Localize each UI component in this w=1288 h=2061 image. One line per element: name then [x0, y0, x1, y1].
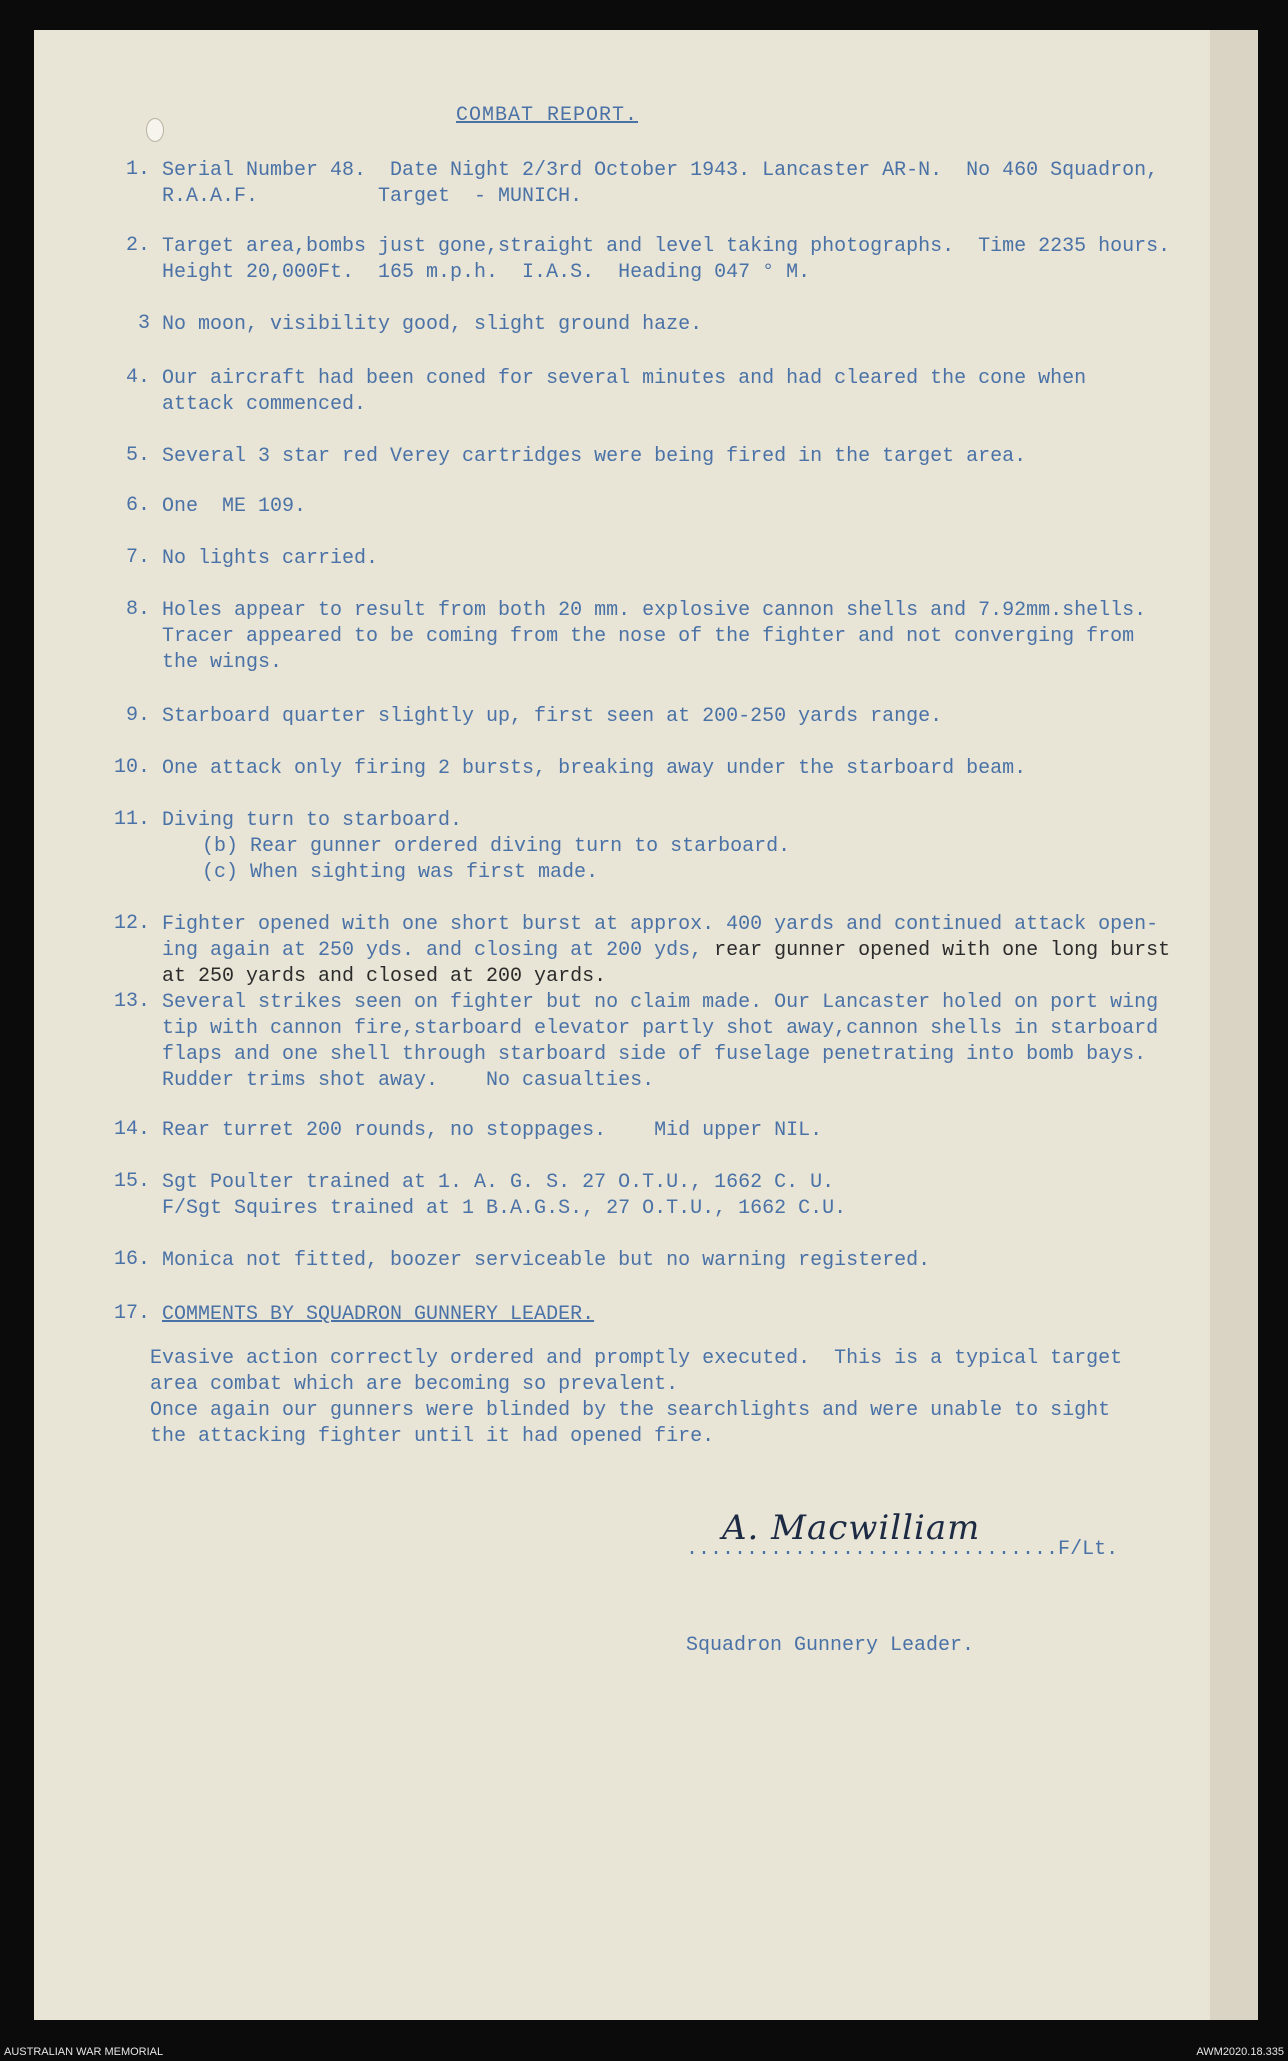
- comment-line: area combat which are becoming so prevalent.: [150, 1373, 679, 1396]
- item-line: the wings.: [162, 651, 283, 674]
- signatory-title: Squadron Gunnery Leader.: [686, 1634, 975, 1657]
- item-line: flaps and one shell through starboard side of fuselage penetrating into bomb bays.: [162, 1043, 1147, 1066]
- signature-block: [686, 1508, 1119, 1561]
- item-line: No moon, visibility good, slight ground haze.: [162, 313, 703, 336]
- item-line: Serial Number 48. Date Night 2/3rd October 1943. Lancaster AR-N. No 460 Squadron,: [162, 159, 1159, 182]
- item-number: 10.: [113, 756, 150, 779]
- report-item: [100, 704, 1220, 730]
- comments-heading: COMMENTS BY SQUADRON GUNNERY LEADER.: [162, 1303, 595, 1326]
- item-line: tip with cannon fire,starboard elevator partly shot away,cannon shells in starboard: [162, 1017, 1159, 1040]
- item-number: 6.: [125, 494, 150, 517]
- item-line: Several strikes seen on fighter but no claim made. Our Lancaster holed on port wing: [162, 991, 1159, 1014]
- item-number: 2.: [125, 234, 150, 257]
- punch-hole: [146, 118, 164, 142]
- item-number: 9.: [125, 704, 150, 727]
- item-line: Starboard quarter slightly up, first seen at 200-250 yards range.: [162, 705, 943, 728]
- item-number: 14.: [113, 1118, 150, 1141]
- item-number: 7.: [125, 546, 150, 569]
- item-number: 3: [137, 312, 150, 335]
- item-line: One attack only firing 2 bursts, breaking away under the starboard beam.: [162, 757, 1027, 780]
- archive-credit: AUSTRALIAN WAR MEMORIAL: [4, 2046, 164, 2058]
- signature-line: ...............................F/Lt.: [686, 1538, 1119, 1561]
- report-item: [100, 546, 1220, 572]
- item-number: 5.: [125, 444, 150, 467]
- item-number: 11.: [113, 808, 150, 831]
- report-item: [100, 1302, 1220, 1328]
- item-line: attack commenced.: [162, 393, 367, 416]
- report-item: [100, 1118, 1220, 1144]
- item-number: 16.: [113, 1248, 150, 1271]
- item-number: 12.: [113, 912, 150, 935]
- report-item: [100, 444, 1220, 470]
- item-line: Fighter opened with one short burst at approx. 400 yards and continued attack open-: [162, 913, 1159, 936]
- report-item: [100, 1248, 1220, 1274]
- report-item: [100, 598, 1220, 676]
- item-subline: (b) Rear gunner ordered diving turn to starboard.: [202, 835, 791, 858]
- item-line: F/Sgt Squires trained at 1 B.A.G.S., 27 O.T.U., 1662 C.U.: [162, 1197, 847, 1220]
- item-line: One ME 109.: [162, 495, 307, 518]
- report-item: [100, 494, 1220, 520]
- item-line: Height 20,000Ft. 165 m.p.h. I.A.S. Heading 047 ° M.: [162, 261, 811, 284]
- handwritten-insert: rear gunner opened with one long burst: [714, 939, 1171, 962]
- item-line: R.A.A.F. Target - MUNICH.: [162, 185, 583, 208]
- item-number: 4.: [125, 366, 150, 389]
- report-item: [100, 912, 1220, 990]
- handwritten-signature: A. Macwilliam: [722, 1508, 981, 1548]
- item-number: 13.: [113, 990, 150, 1013]
- report-item: [100, 808, 1220, 886]
- gunnery-comments: [150, 1346, 1122, 1450]
- report-item: [100, 312, 1220, 338]
- comment-line: Once again our gunners were blinded by the searchlights and were unable to sight: [150, 1399, 1111, 1422]
- report-title: COMBAT REPORT.: [456, 104, 639, 127]
- report-item: [100, 366, 1220, 418]
- comment-line: the attacking fighter until it had opened fire.: [150, 1425, 715, 1448]
- item-line: Monica not fitted, boozer serviceable but no warning registered.: [162, 1249, 931, 1272]
- item-line: Rear turret 200 rounds, no stoppages. Mid upper NIL.: [162, 1119, 823, 1142]
- item-line: Holes appear to result from both 20 mm. explosive cannon shells and 7.92mm.shells.: [162, 599, 1147, 622]
- item-line: Rudder trims shot away. No casualties.: [162, 1069, 655, 1092]
- handwritten-insert: at 250 yards and closed at 200 yards.: [162, 965, 607, 988]
- item-line: ing again at 250 yds. and closing at 200 yds,: [162, 939, 703, 962]
- item-line: Several 3 star red Verey cartridges were being fired in the target area.: [162, 445, 1027, 468]
- item-number: 8.: [125, 598, 150, 621]
- item-line: Target area,bombs just gone,straight and level taking photographs. Time 2235 hours.: [162, 235, 1171, 258]
- item-line: Diving turn to starboard.: [162, 809, 463, 832]
- item-line: No lights carried.: [162, 547, 379, 570]
- item-line: Our aircraft had been coned for several minutes and had cleared the cone when: [162, 367, 1087, 390]
- item-line: Sgt Poulter trained at 1. A. G. S. 27 O.T.U., 1662 C. U.: [162, 1171, 835, 1194]
- item-number: 1.: [125, 158, 150, 181]
- report-item: [100, 990, 1220, 1094]
- report-item: [100, 1170, 1220, 1222]
- item-number: 15.: [113, 1170, 150, 1193]
- item-number: 17.: [113, 1302, 150, 1325]
- report-item: [100, 158, 1220, 210]
- item-subline: (c) When sighting was first made.: [202, 861, 599, 884]
- report-item: [100, 756, 1220, 782]
- comment-line: Evasive action correctly ordered and promptly executed. This is a typical target: [150, 1347, 1123, 1370]
- item-line: Tracer appeared to be coming from the nose of the fighter and not converging from: [162, 625, 1135, 648]
- report-item: [100, 234, 1220, 286]
- archive-reference: AWM2020.18.335: [1196, 2046, 1284, 2058]
